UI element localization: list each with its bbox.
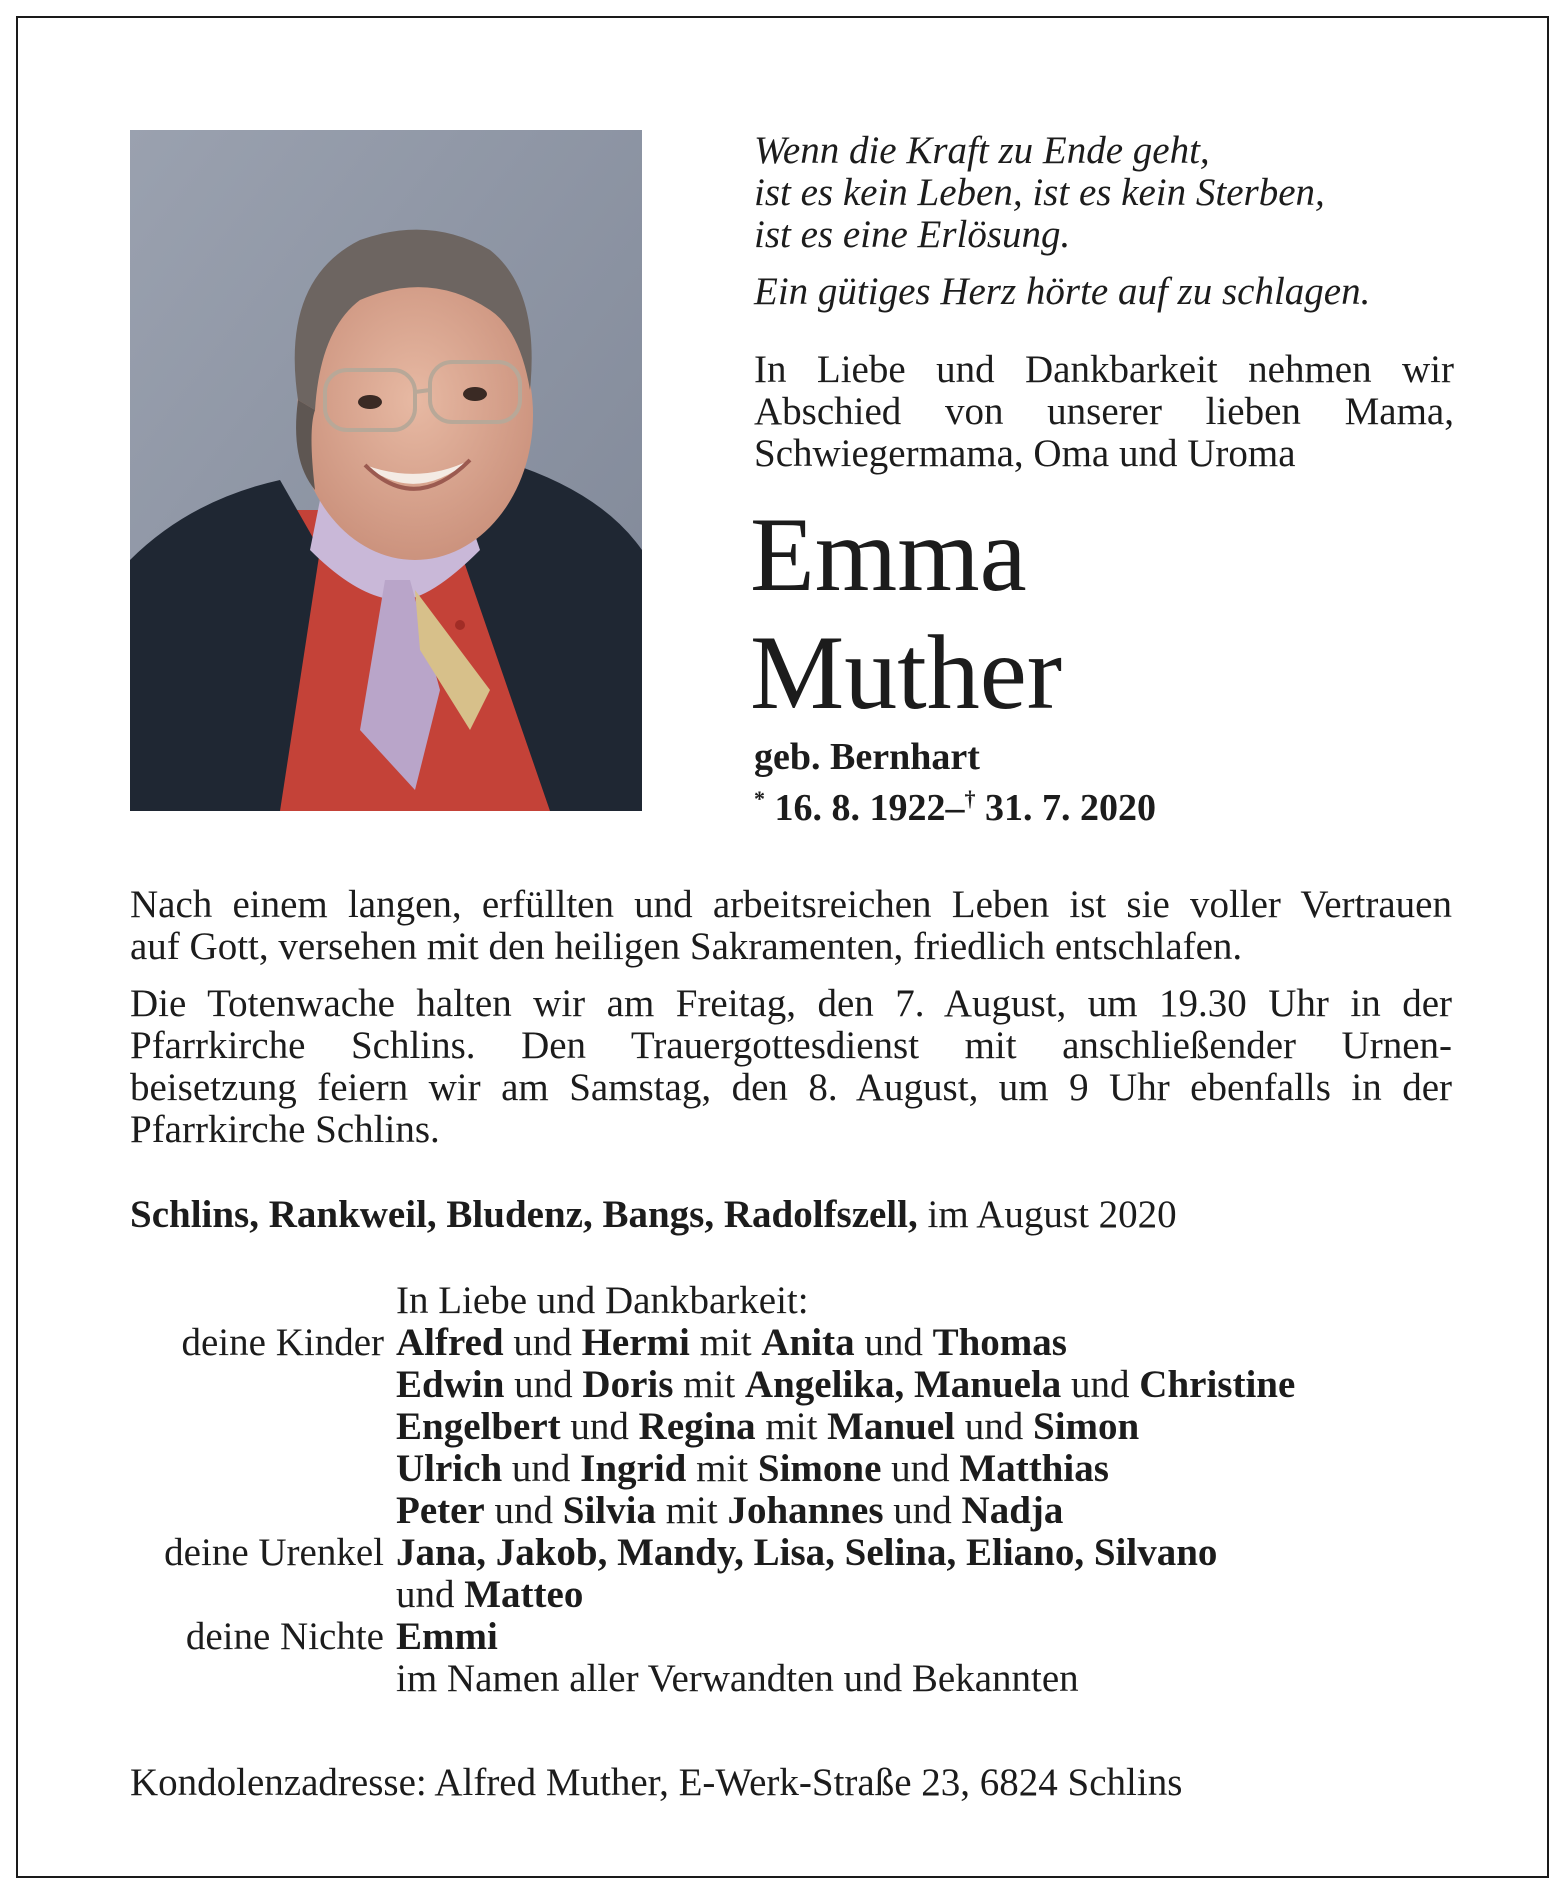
birth-symbol: * — [754, 786, 765, 811]
places-and-date — [130, 1194, 1452, 1236]
last-name: Muther — [750, 614, 1063, 731]
month-date: im August 2020 — [917, 1193, 1177, 1236]
label-kinder: deine Kinder — [181, 1321, 384, 1364]
condolence-address: Kondolenzadresse: Alfred Muther, E-Werk-Straße 23, 6824 Schlins — [130, 1761, 1183, 1804]
obituary-card — [16, 16, 1549, 1878]
body-line: Die Totenwache halten wir am Freitag, den 7. August, um 19.30 Uhr in der — [130, 982, 1452, 1025]
nichte-line: Emmi — [396, 1615, 498, 1658]
life-dates — [754, 778, 1454, 829]
body-line: Pfarrkirche Schlins. — [130, 1108, 440, 1151]
poem-closing-line: Ein gütiges Herz hörte auf zu schlagen. — [754, 270, 1371, 313]
portrait-photo — [130, 130, 642, 811]
deceased-name — [750, 496, 1510, 732]
intro-line: In Liebe und Dankbarkeit nehmen wir — [754, 348, 1454, 391]
body-line: Nach einem langen, erfüllten und arbeitsreichen Leben ist sie voller Vertrauen — [130, 883, 1452, 926]
birth-date: 16. 8. 1922 — [774, 787, 946, 829]
urenkel-line: und Matteo — [396, 1573, 584, 1616]
closing-line: im Namen aller Verwandten und Bekannten — [396, 1657, 1079, 1700]
intro-line: Abschied von unserer lieben Mama, — [754, 390, 1454, 433]
places: Schlins, Rankweil, Bludenz, Bangs, Radolfszell, — [130, 1193, 918, 1236]
body-line: Pfarrkirche Schlins. Den Trauergottesdienst mit anschließender Urnen- — [130, 1024, 1452, 1067]
death-date: 31. 7. 2020 — [985, 787, 1156, 829]
label-nichte: deine Nichte — [185, 1615, 384, 1658]
date-separator: – — [945, 787, 965, 829]
poem-line: ist es kein Leben, ist es kein Sterben, — [754, 171, 1325, 214]
kinder-line: Ulrich und Ingrid mit Simone und Matthias — [396, 1447, 1109, 1490]
body-line: auf Gott, versehen mit den heiligen Sakramenten, friedlich entschlafen. — [130, 925, 1243, 968]
intro-text — [754, 349, 1454, 475]
label-urenkel: deine Urenkel — [164, 1531, 384, 1574]
signoff: In Liebe und Dankbarkeit: — [396, 1279, 809, 1322]
mourners-list — [130, 1280, 1470, 1700]
maiden-name: geb. Bernhart — [754, 736, 980, 778]
birth-info — [754, 736, 1454, 829]
poem — [754, 130, 1454, 328]
kinder-line: Edwin und Doris mit Angelika, Manuela und Christine — [396, 1363, 1296, 1406]
urenkel-line: Jana, Jakob, Mandy, Lisa, Selina, Eliano, Silvano — [396, 1531, 1218, 1574]
death-symbol: † — [964, 786, 976, 811]
announcement-body — [130, 884, 1452, 1166]
first-name: Emma — [750, 496, 1027, 613]
poem-line: Wenn die Kraft zu Ende geht, — [754, 129, 1210, 172]
kinder-line: Alfred und Hermi mit Anita und Thomas — [396, 1321, 1067, 1364]
kinder-line: Peter und Silvia mit Johannes und Nadja — [396, 1489, 1064, 1532]
body-line: beisetzung feiern wir am Samstag, den 8. August, um 9 Uhr ebenfalls in der — [130, 1066, 1452, 1109]
intro-line: Schwiegermama, Oma und Uroma — [754, 432, 1296, 475]
poem-line: ist es eine Erlösung. — [754, 213, 1071, 256]
kinder-line: Engelbert und Regina mit Manuel und Simon — [396, 1405, 1140, 1448]
